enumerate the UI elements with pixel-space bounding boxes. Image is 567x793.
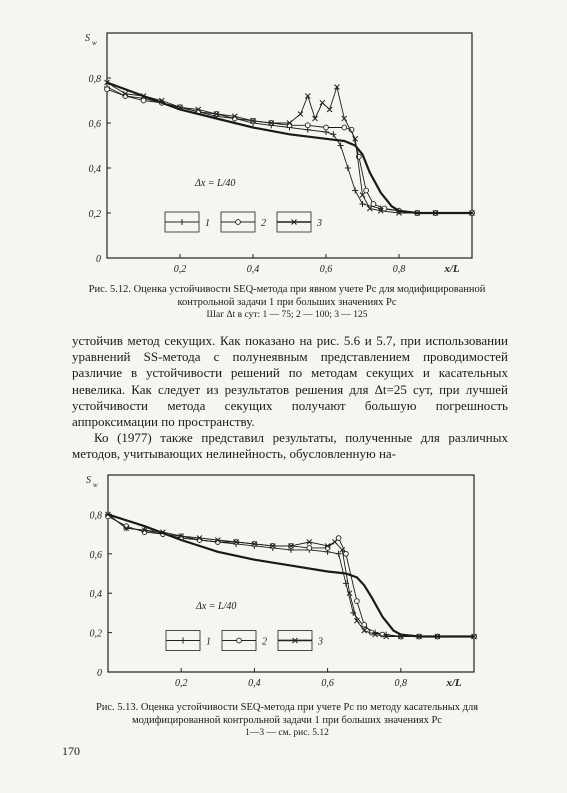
series-line bbox=[107, 89, 472, 213]
plot-frame bbox=[107, 33, 472, 258]
delta-x-annotation: Δx = L/40 bbox=[195, 178, 236, 189]
x-tick-label: 0,4 bbox=[246, 264, 260, 275]
caption-main: Рис. 5.13. Оценка устойчивости SEQ-метода при учете Pc по методу касательных для модифицированной контрольной задачи 1 при больших значениях Pc bbox=[95, 702, 479, 726]
circle-marker bbox=[236, 220, 241, 225]
y-tick-label: 0,6 bbox=[88, 119, 101, 130]
y-axis-label-sub: w bbox=[92, 39, 97, 47]
series-line bbox=[107, 87, 472, 213]
circle-marker bbox=[324, 125, 329, 130]
x-axis-label: x/L bbox=[444, 263, 460, 275]
reference-line bbox=[107, 83, 472, 214]
cross-marker bbox=[305, 94, 310, 99]
plus-marker bbox=[330, 131, 336, 137]
circle-marker bbox=[305, 123, 310, 128]
circle-marker bbox=[362, 622, 367, 627]
x-axis-label: x/L bbox=[446, 677, 462, 689]
cross-marker bbox=[327, 107, 332, 112]
circle-marker bbox=[342, 125, 347, 130]
caption-sub: 1—3 — см. рис. 5.12 bbox=[245, 728, 329, 738]
paragraph: Ко (1977) также представил результаты, полученные для различных методов, учитывающих нелинейность, обусловленную на- bbox=[72, 430, 508, 462]
legend-label: 2 bbox=[261, 218, 266, 229]
x-tick-label: 0,8 bbox=[392, 264, 406, 275]
circle-marker bbox=[105, 87, 110, 92]
circle-marker bbox=[307, 545, 312, 550]
body-text bbox=[72, 333, 508, 463]
circle-marker bbox=[364, 188, 369, 193]
chart-fig-5-12 bbox=[0, 0, 567, 280]
y-tick-label: 0,2 bbox=[89, 628, 102, 640]
x-tick-label: 0,6 bbox=[319, 264, 333, 275]
y-tick-label: 0,8 bbox=[89, 510, 102, 522]
y-tick-label: 0,2 bbox=[88, 209, 101, 220]
caption-main: Рис. 5.12. Оценка устойчивости SEQ-метода при явном учете Pc для модифицированной контрольной задачи 1 при больших значениях Pc bbox=[88, 284, 486, 308]
y-axis-label: S bbox=[86, 475, 91, 486]
y-tick-label: 0 bbox=[97, 668, 102, 679]
cross-marker bbox=[298, 112, 303, 117]
cross-marker bbox=[313, 116, 318, 121]
circle-marker bbox=[237, 638, 242, 643]
caption-fig-5-12 bbox=[62, 283, 512, 322]
legend-label: 3 bbox=[318, 636, 323, 648]
legend-label: 2 bbox=[262, 636, 267, 648]
legend-label: 3 bbox=[317, 218, 322, 229]
x-tick-label: 0,2 bbox=[173, 264, 187, 275]
x-tick-label: 0,4 bbox=[248, 678, 261, 689]
y-axis-label: S bbox=[85, 33, 90, 44]
paragraph: устойчив метод секущих. Как показано на рис. 5.6 и 5.7, при использовании уравнений SS-метода с полунеявным представлением проводимостей различие в устойчивости решений по методам секущих и касательных невелика. Как следует из результатов решения для Δt=25 сут, при лучшей устойчивости метода секущих получают большую погрешность аппроксимации по пространству. bbox=[72, 333, 508, 430]
plus-marker bbox=[352, 188, 358, 194]
cross-marker bbox=[332, 539, 337, 544]
legend-label: 1 bbox=[205, 218, 210, 229]
circle-marker bbox=[354, 599, 359, 604]
y-tick-label: 0,4 bbox=[88, 164, 101, 175]
plot-frame bbox=[108, 475, 474, 672]
chart-fig-5-13 bbox=[0, 460, 567, 700]
delta-x-annotation: Δx = L/40 bbox=[196, 600, 237, 612]
x-tick-label: 0,8 bbox=[394, 678, 408, 689]
caption-fig-5-13 bbox=[62, 701, 512, 740]
caption-sub: Шаг Δt в сут: 1 — 75; 2 — 100; 3 — 125 bbox=[206, 310, 368, 320]
plus-marker bbox=[345, 165, 351, 171]
plus-marker bbox=[338, 143, 344, 149]
circle-marker bbox=[141, 98, 146, 103]
y-tick-label: 0,4 bbox=[89, 589, 102, 601]
legend-label: 1 bbox=[206, 636, 211, 648]
plus-marker bbox=[180, 637, 186, 643]
y-tick-label: 0,8 bbox=[88, 74, 101, 85]
circle-marker bbox=[371, 202, 376, 207]
x-tick-label: 0,6 bbox=[321, 678, 334, 689]
y-tick-label: 0,6 bbox=[89, 549, 102, 561]
y-axis-label-sub: w bbox=[93, 481, 98, 489]
page-number: 170 bbox=[62, 744, 80, 758]
cross-marker bbox=[320, 100, 325, 105]
reference-line bbox=[108, 514, 474, 636]
y-tick-label: 0 bbox=[96, 254, 101, 265]
plus-marker bbox=[360, 201, 366, 207]
x-tick-label: 0,2 bbox=[174, 678, 188, 689]
plus-marker bbox=[179, 219, 185, 225]
